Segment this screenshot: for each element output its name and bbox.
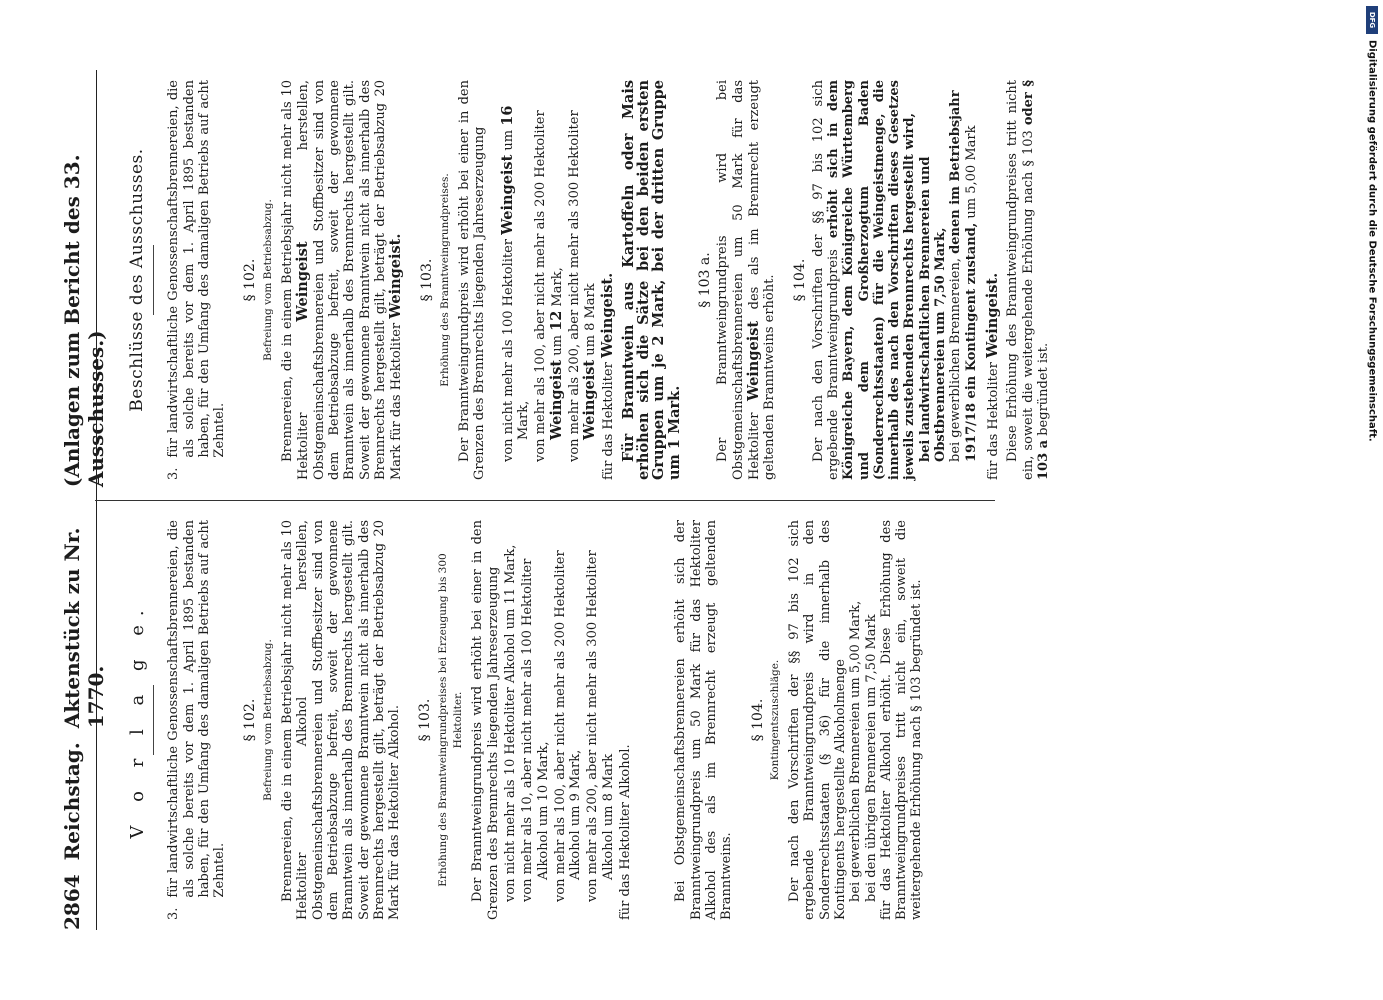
beschluesse-column: [127, 80, 1051, 480]
section-102-text: [280, 80, 404, 480]
section-104-line-1: bei landwirtschaftlichen Brennereien und Obstbrennereien um 7,50 Mark,: [917, 156, 949, 462]
bold-run: oder § 103 a: [1020, 80, 1051, 480]
item-number: 3.: [166, 907, 182, 920]
bold-run: Weingeist: [744, 320, 762, 402]
text-run: des als im Brennrecht erzeugt geltenden Branntweins erhöht.: [746, 80, 778, 480]
section-103-subhead: Erhöhung des Branntweingrundpreises.: [438, 173, 451, 387]
section-103-line-1: [500, 80, 532, 480]
section-104-text: [811, 80, 918, 480]
text-run: Der Branntweingrundpreis wird bei Obstgemeinschaftsbrennereien um 50 Mark für das Hektoliter: [715, 80, 762, 480]
text-run: herstellen, Obstgemeinschaftsbrennereien und Stoffbesitzer sind von dem Betriebsabzuge befreit, soweit der gewonnene Branntwein als innerhalb des Brennrechts hergestellt gilt. Soweit der gewonnene Branntwein nicht als innerhalb des Brennrechts hergestellt gilt, beträgt der Betriebsabzug 20 Mark für das Hektoliter: [296, 80, 405, 480]
dfg-logo: [1366, 6, 1378, 34]
text-run: um: [500, 129, 516, 151]
section-104-title: § 104.: [749, 698, 766, 742]
digitization-note: Digitalisierung gefördert durch die Deutsche Forschungsgemeinschaft.: [1366, 40, 1378, 442]
dfg-credit: [1364, 6, 1380, 994]
spacer: [488, 80, 498, 480]
section-103-line-3: [567, 80, 599, 480]
bold-run: Weingeist.: [599, 272, 617, 359]
item-text: für landwirtschaftliche Genossenschaftsbrennereien, die als solche bereits vor dem 1. April 1895 bestanden haben, für den Umfang des damaligen Betriebs auf acht Zehntel.: [166, 80, 228, 458]
section-102-title: § 102.: [242, 258, 259, 302]
section-103-line-1: von nicht mehr als 10 Hektoliter Alkohol um 11 Mark,: [502, 544, 518, 902]
section-104-final: [1005, 80, 1051, 480]
bold-run: Weingeist: [294, 241, 312, 322]
title-rule: [153, 245, 154, 315]
text-run: Mark,: [549, 267, 565, 307]
section-103-title: § 103.: [417, 698, 434, 742]
text-run: um 5,00 Mark: [963, 125, 979, 219]
vorlage-column: [127, 520, 925, 920]
section-104-end: für das Hektoliter Alkohol erhöht. Diese Erhöhung des Branntweingrundpreises tritt nicht ein, soweit die weitergehende Erhöhung nach § 103 begründet ist.: [878, 520, 925, 920]
text-run: Der nach den Vorschriften der §§ 97 bis 102 sich ergebende Branntweingrundpreis: [810, 80, 841, 480]
section-103-intro: Der Branntweingrundpreis wird erhöht bei einer in den Grenzen des Brennrechts liegenden Jahreserzeugung: [457, 80, 488, 480]
section-103-line-2: [533, 80, 565, 480]
vorlage-item-3: [166, 520, 227, 920]
text-run: von mehr als 200, aber nicht mehr als 300 Hektoliter: [566, 110, 582, 462]
section-104-title: § 104.: [792, 258, 809, 302]
section-103-title: § 103.: [419, 258, 436, 302]
section-103-intro: Der Branntweingrundpreis wird erhöht bei einer in den Grenzen des Brennrechts liegenden Jahreserzeugung: [470, 520, 501, 920]
reichstag-label: Reichstag.: [60, 742, 84, 861]
anlage-label: (Anlagen zum Bericht des 33. Ausschusses.): [60, 154, 108, 488]
bold-run: Weingeist.: [387, 233, 405, 319]
beschluesse-item-3: [166, 80, 227, 480]
text-run: von mehr als 100, aber nicht mehr als 200 Hektoliter: [533, 110, 549, 462]
spacer: [633, 520, 673, 920]
text-run: begründet ist.: [1035, 342, 1051, 436]
bold-run: 16: [498, 105, 516, 126]
section-104-text: Der nach den Vorschriften der §§ 97 bis 102 sich ergebende Branntweingrundpreis wird in den Sonderrechtsstaaten (§ 36) für die innerhalb des Kontingents hergestellte Alkoholmenge: [787, 520, 848, 920]
bold-run: Weingeist: [547, 359, 565, 440]
bold-run: denen im Betriebsjahr 1917/18 ein Kontingent zustand,: [948, 90, 979, 462]
text-run: um: [549, 335, 565, 356]
text-run: Brennereien, die in einem Betriebsjahr nicht mehr als 10 Hektoliter: [280, 80, 312, 480]
item-text: für landwirtschaftliche Genossenschaftsbrennereien, die als solche bereits vor dem 1. April 1895 bestanden haben, für den Umfang des damaligen Betriebs auf acht Zehntel.: [166, 520, 228, 898]
section-103-kartoffeln-clause: Für Branntwein aus Kartoffeln oder Mais erhöhen sich die Sätze bei den beiden ersten Gruppen um je 2 Mark, bei der dritten Gruppe um 1 Mark.: [619, 80, 683, 480]
text-run: für das Hektoliter: [985, 362, 1001, 480]
section-102-text: Brennereien, die in einem Betriebsjahr nicht mehr als 10 Hektoliter Alkohol herstellen, Obstgemeinschaftsbrennereien und Stoffbesitzer sind von dem Betriebsabzuge befreit, soweit der gewonnene Branntwein als innerhalb des Brennrechts hergestellt gilt. Soweit der gewonnene Branntwein nicht als innerhalb des Brennrechts hergestellt gilt, beträgt der Betriebsabzug 20 Mark für das Hektoliter Alkohol.: [280, 520, 403, 920]
title-rule: [153, 685, 154, 755]
section-103-line-3: von mehr als 100, aber nicht mehr als 200 Hektoliter Alkohol um 9 Mark,: [552, 550, 584, 902]
bold-run: Weingeist.: [983, 272, 1001, 359]
section-103-end: für das Hektoliter Alkohol.: [618, 744, 634, 920]
section-103a-text: Bei Obstgemeinschaftsbrennereien erhöht sich der Branntweingrundpreis um 50 Mark für das Hektoliter Alkohol des als im Brennrecht erzeugt geltenden Branntweins.: [673, 520, 735, 920]
section-104-end: [985, 80, 1001, 480]
section-103-subhead: Erhöhung des Branntweingrundpreises bei Erzeugung bis 300 Hektoliter.: [436, 553, 465, 887]
text-run: um 8 Mark: [583, 283, 599, 356]
column-divider: [95, 500, 995, 501]
text-run: von nicht mehr als 100 Hektoliter: [500, 238, 516, 462]
section-103a-text: [715, 80, 777, 480]
text-run: Diese Erhöhung des Branntweingrundpreises tritt nicht ein, soweit die weitergehende Erhöhung nach § 103: [1005, 80, 1036, 480]
aktenstueck-label: Aktenstück zu Nr. 1770.: [60, 527, 108, 729]
section-103a-title: § 103 a.: [696, 252, 713, 308]
beschluesse-title: Beschlüsse des Ausschusses.: [127, 148, 147, 412]
section-103-line-4: von mehr als 200, aber nicht mehr als 300 Hektoliter Alkohol um 8 Mark: [585, 550, 616, 902]
bold-run: Weingeist: [498, 154, 516, 235]
section-102-title: § 102.: [242, 698, 259, 742]
section-103-end: [600, 80, 616, 480]
bold-run: Weingeist: [581, 359, 599, 440]
dfg-logo-text: DFG: [1368, 11, 1376, 29]
item-number: 3.: [166, 467, 182, 480]
vorlage-title: V o r l a g e.: [127, 601, 148, 839]
section-104-line-1: bei gewerblichen Brennereien um 5,00 Mark,: [848, 600, 864, 902]
section-104-subhead: Kontingentszuschläge.: [768, 659, 781, 781]
section-103-line-2: von mehr als 10, aber nicht mehr als 100 Hektoliter Alkohol um 10 Mark,: [520, 558, 551, 902]
section-102-subhead: Befreiung vom Betriebsabzug.: [261, 639, 274, 801]
section-102-subhead: Befreiung vom Betriebsabzug.: [261, 199, 274, 361]
section-104-line-2: bei den übrigen Brennereien um 7,50 Mark: [863, 614, 879, 902]
page-number: 2864: [60, 874, 84, 930]
text-run: für das Hektoliter: [601, 362, 617, 480]
section-104-line-2: [948, 80, 979, 480]
bold-run: 12: [547, 310, 565, 331]
text-run: bei gewerblichen Brennereien,: [948, 257, 964, 462]
text-run: Mark,: [515, 400, 531, 440]
bold-run: erhöht sich in dem Königreiche Bayern, dem Königreiche Württemberg und dem Großherzogtum Baden (Sonderrechtsstaaten) für die Weingeistmenge, die innerhalb des nach den Vorschriften dieses Gesetzes jeweils zustehenden Brennrechts hergestellt wird,: [825, 80, 918, 480]
